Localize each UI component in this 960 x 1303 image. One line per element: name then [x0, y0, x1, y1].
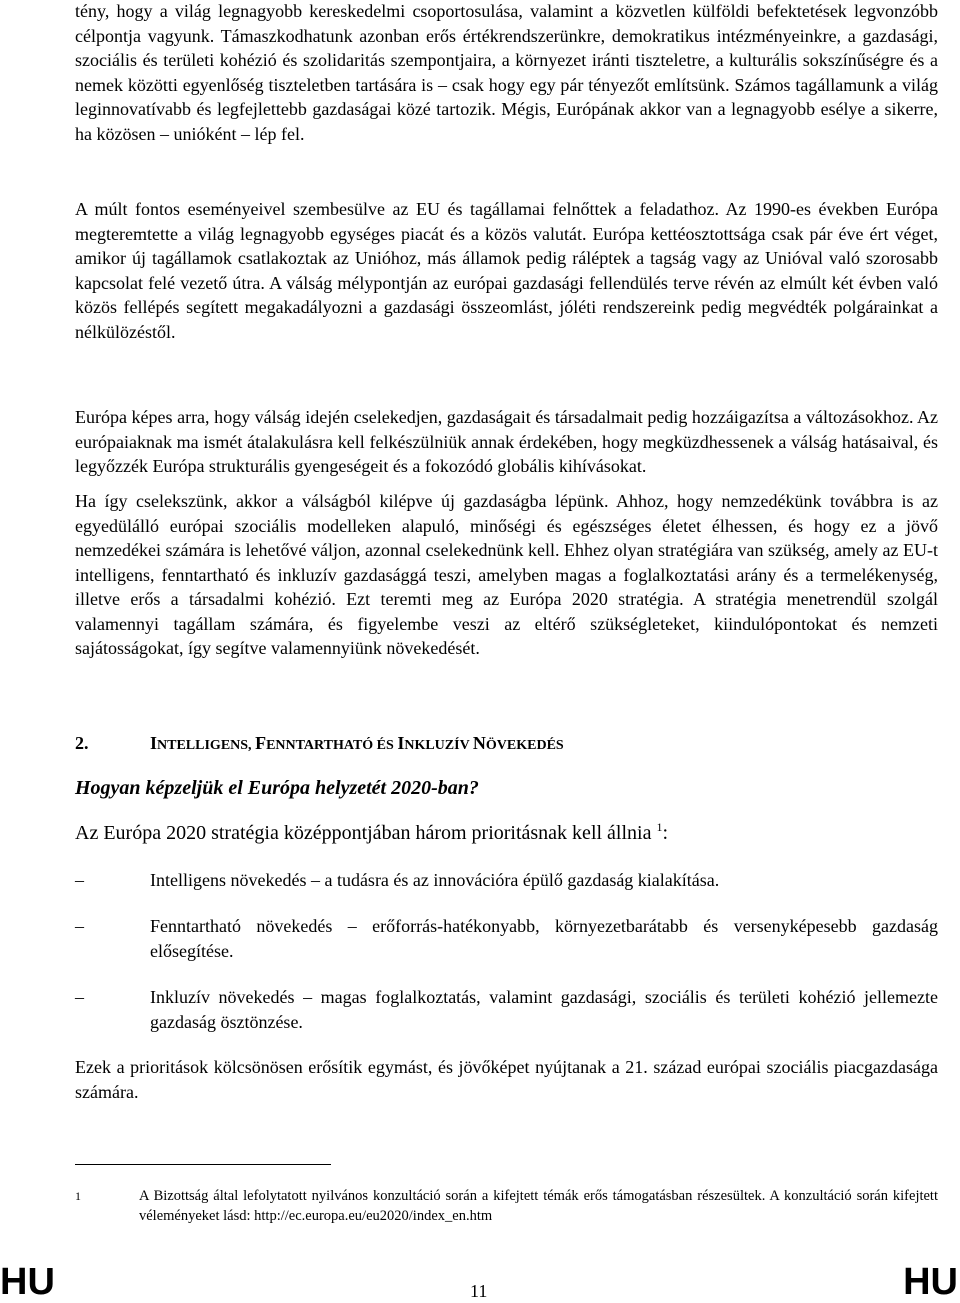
list-dash: – [75, 916, 84, 936]
language-label-right: HU [903, 1261, 958, 1303]
footnote-separator [75, 1164, 331, 1165]
section-number: 2. [75, 733, 89, 753]
list-item-text: Fenntartható növekedés – erőforrás-hatékonyabb, környezetbarátabb és versenyképesebb gazdaság elősegítése. [150, 916, 938, 961]
section-title-part: I [397, 733, 405, 753]
section-title-part: NTELLIGENS, [157, 738, 256, 753]
list-dash: – [75, 870, 84, 890]
page-number: 11 [470, 1281, 488, 1301]
footnote-reference[interactable]: 1 [656, 820, 663, 834]
section-title [150, 733, 564, 753]
priorities-intro [75, 820, 668, 846]
priorities-intro-colon: : [662, 822, 669, 844]
list-item-text: Intelligens növekedés – a tudásra és az innovációra épülő gazdaság kialakítása. [150, 870, 720, 890]
footnote-text: A Bizottság által lefolytatott nyilvános konzultáció során a kifejtett témák erős támogatásban részesültek. A konzultáció során kifejtett véleményeket lásd: http://ec.europa.eu/eu2020/index_en.htm [139, 1188, 938, 1224]
footnote-mark: 1 [75, 1189, 81, 1203]
section-title-part: ENNTARTHATÓ ÉS [266, 738, 398, 753]
section-title-part: ÖVEKEDÉS [485, 738, 564, 753]
paragraph-4: Ha így cselekszünk, akkor a válságból kilépve új gazdaságba lépünk. Ahhoz, hogy nemzedékünk továbbra is az egyedülálló európai szociális modelleken alapuló, minőségi és egészséges életet élhessen, és hogy ez a jövő nemzedékei számára is lehetővé váljon, azonnal cselekednünk kell. Ehhez olyan stratégiára van szükség, amely az EU-t intelligens, fenntartható és inkluzív gazdasággá teszi, amelyben magas a foglalkoztatási arány és a termelékenység, illetve erős a társadalmi kohézió. Ezt teremti meg az Európa 2020 stratégia. A stratégia menetrendül szolgál valamennyi tagállam számára, és figyelembe veszi az eltérő szükségleteket, kiindulópontokat és nemzeti sajátosságokat, így segítve valamennyiünk növekedését. [75, 491, 938, 658]
section-heading [75, 731, 564, 758]
list-item-text: Inkluzív növekedés – magas foglalkoztatás, valamint gazdasági, szociális és területi kohézió jellemezte gazdaság ösztönzése. [150, 987, 938, 1032]
section-title-part: N [472, 733, 486, 753]
section-title-part: F [255, 733, 267, 753]
section-title-part: I [150, 733, 158, 753]
priorities-intro-text: Az Európa 2020 stratégia középpontjában három prioritásnak kell állnia [75, 822, 652, 844]
section-title-part: NKLUZÍV [404, 738, 473, 753]
paragraph-5: Ezek a prioritások kölcsönösen erősítik egymást, és jövőképet nyújtanak a 21. század európai szociális piacgazdasága számára. [75, 1057, 938, 1102]
list-dash: – [75, 987, 84, 1007]
section-subheading: Hogyan képzeljük el Európa helyzetét 2020-ban? [75, 777, 479, 799]
paragraph-1: tény, hogy a világ legnagyobb kereskedelmi csoportosulása, valamint a közvetlen külföldi befektetések legvonzóbb célpontja vagyunk. Támaszkodhatunk azonban erős értékrendszerünkre, demokratikus intézményeinkre, a gazdasági, szociális és területi kohézió és szolidaritás szempontjaira, a környezet iránti tiszteletre, a kulturális sokszínűségre és a nemek közötti egyenlőség tiszteletben tartására is – csak hogy egy pár tényezőt említsünk. Számos tagállamunk a világ leginnovatívabb és legfejlettebb gazdaságai közé tartozik. Mégis, Európának akkor van a legnagyobb esélye a sikerre, ha közösen – unióként – lép fel. [75, 1, 938, 144]
paragraph-2: A múlt fontos eseményeivel szembesülve az EU és tagállamai felnőttek a feladathoz. Az 1990-es években Európa megteremtette a világ legnagyobb egységes piacát és a közös valutát. Európa kettéosztottsága csak pár éve ért véget, amikor új tagállamok csatlakoztak az Unióhoz, más államok pedig ráléptek a tagság vagy az Unióval való szorosabb kapcsolat felé vezető útra. A válság mélypontján az európai gazdasági fellendülés terve révén az elmúlt két évben való közös fellépés segített megakadályozni a gazdasági összeomlást, jóléti rendszereink pedig megvédték polgárainkat a nélkülözéstől. [75, 199, 938, 342]
paragraph-3: Európa képes arra, hogy válság idején cselekedjen, gazdaságait és társadalmait pedig hozzáigazítsa a változásokhoz. Az európaiaknak ma ismét átalakulásra kell felkészülniük annak érdekében, hogy megküzdhessenek a válság hatásaival, és legyőzzék Európa strukturális gyengeségeit és a fokozódó globális kihívásokat. [75, 407, 938, 476]
language-label-left: HU [0, 1261, 55, 1303]
